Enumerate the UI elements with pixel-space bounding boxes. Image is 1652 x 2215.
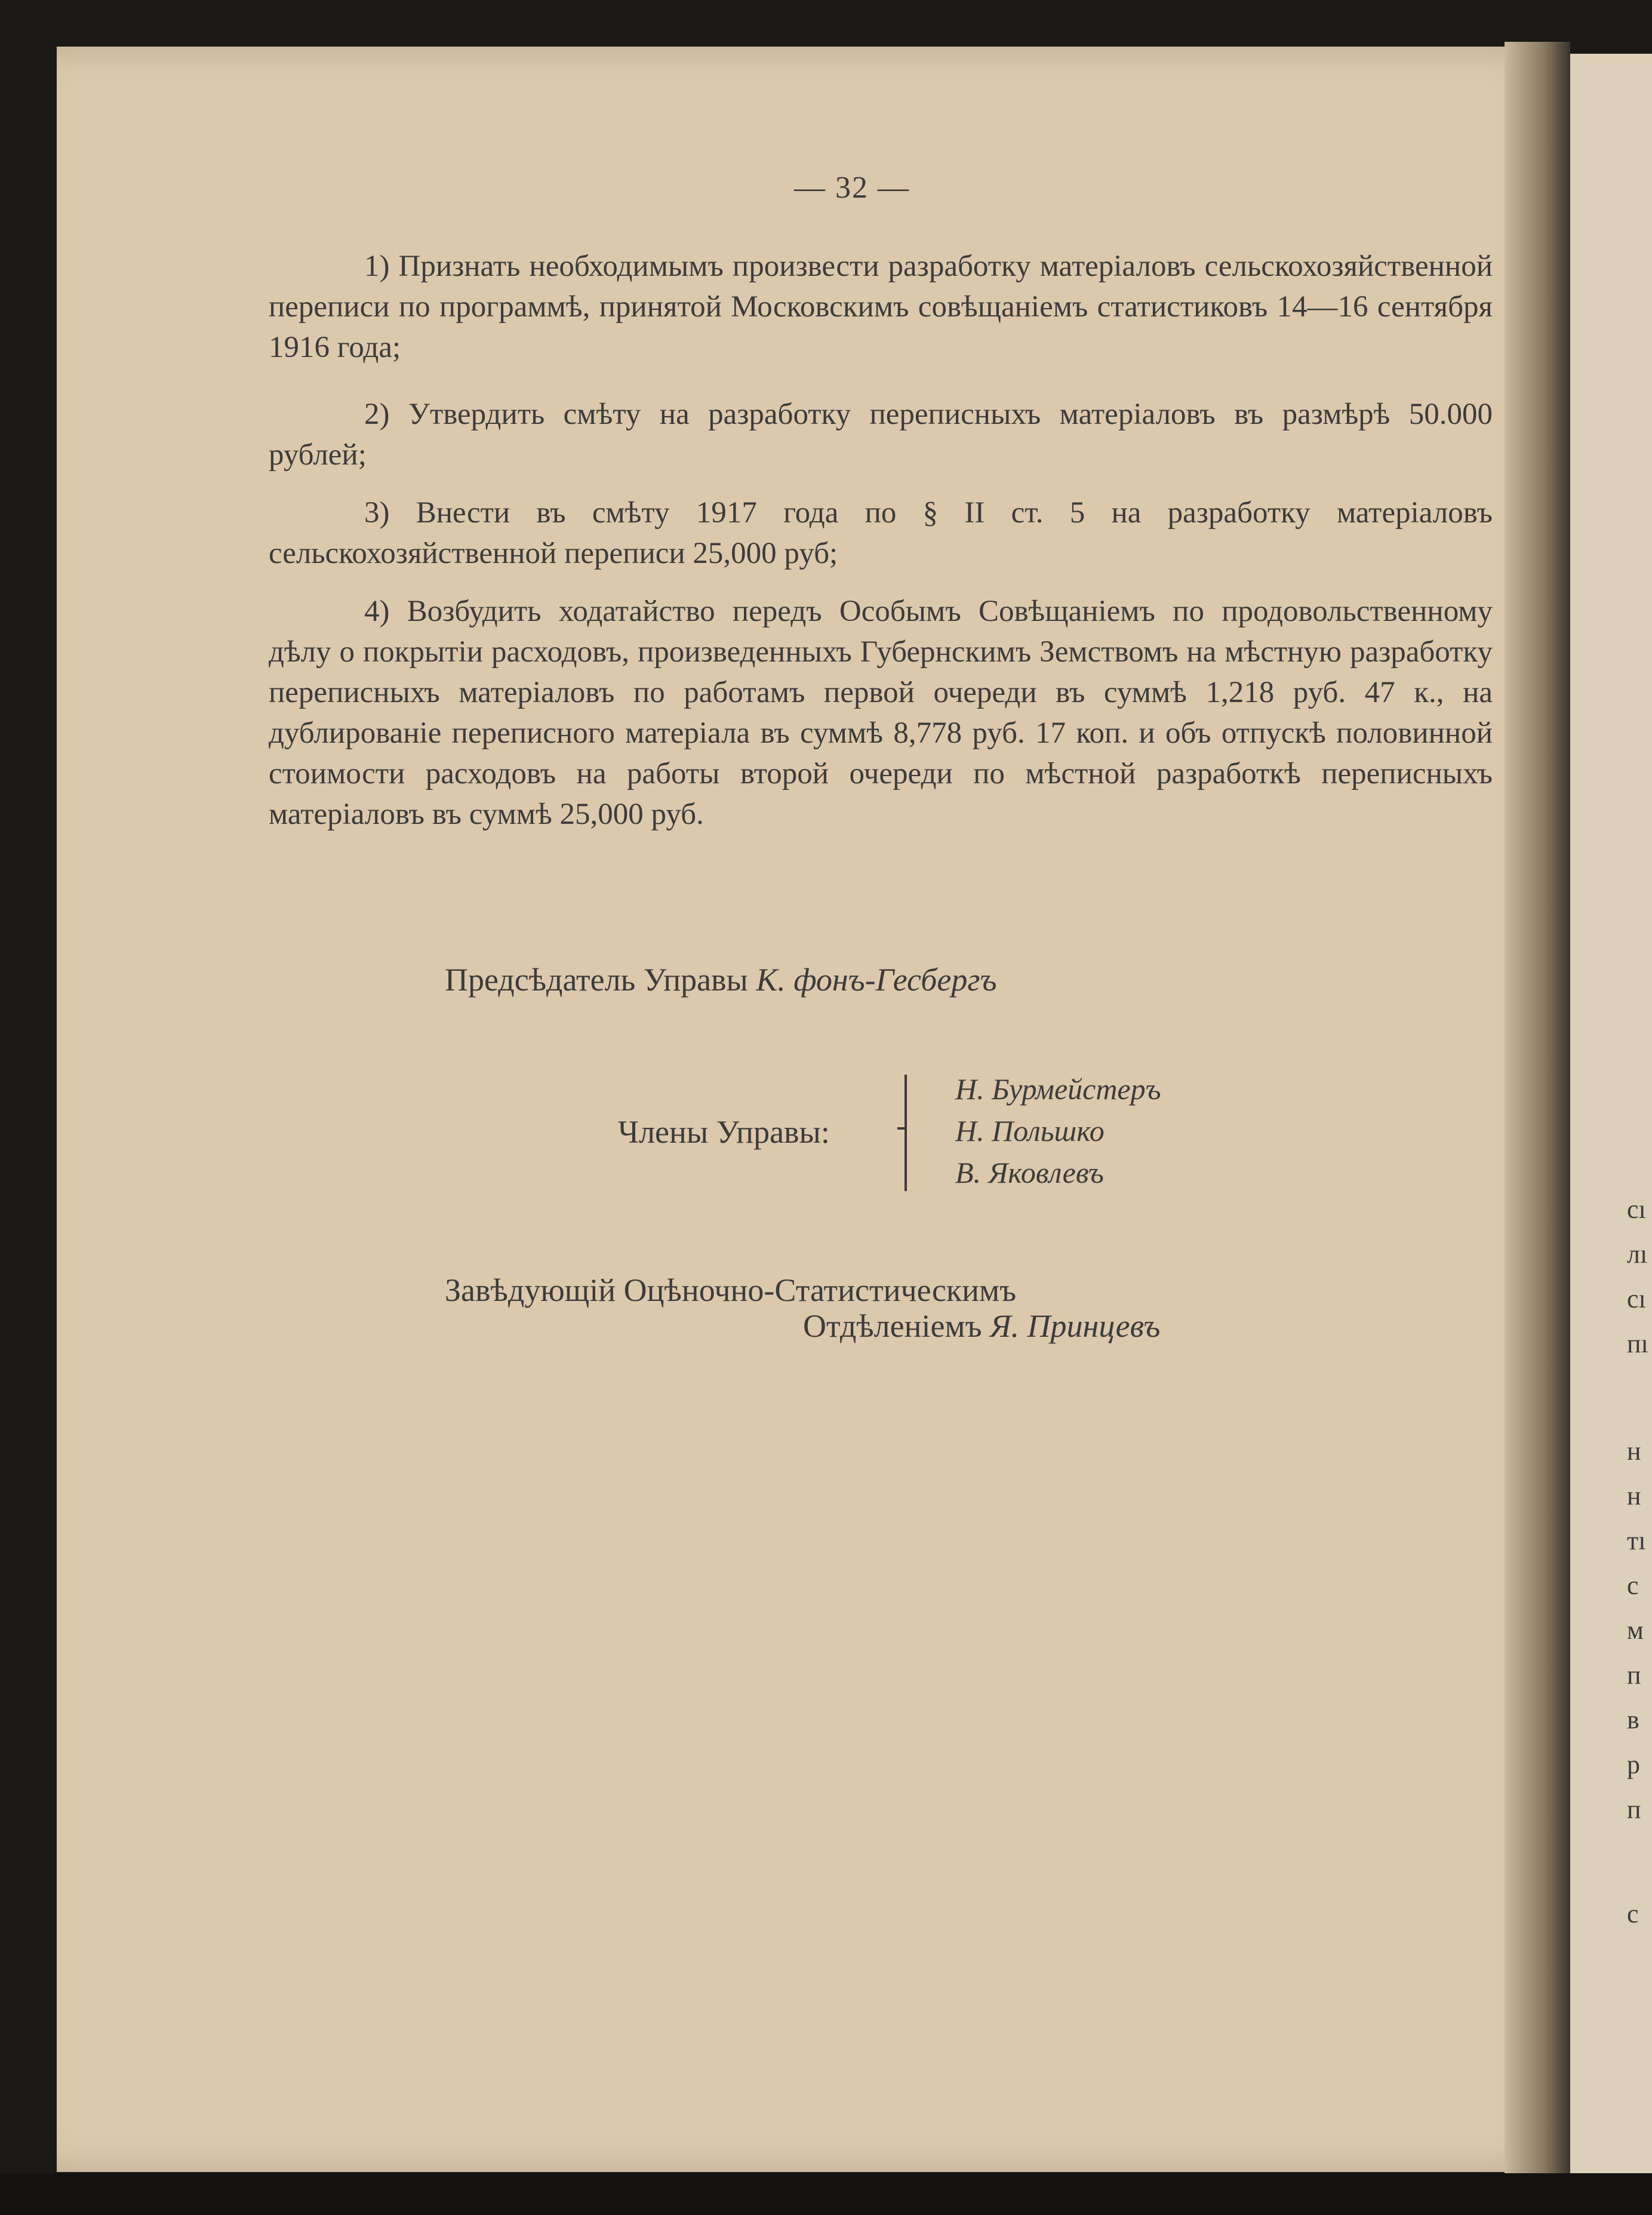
margin-fragment: в xyxy=(1627,1705,1639,1734)
margin-fragment: лı xyxy=(1627,1239,1648,1269)
margin-fragment: н xyxy=(1627,1436,1641,1466)
margin-fragment: м xyxy=(1627,1616,1644,1645)
margin-fragment: сı xyxy=(1627,1195,1646,1224)
chairman-title: Предсѣдатель Управы xyxy=(445,962,748,998)
member-name: Н. Бурмейстеръ xyxy=(955,1072,1161,1106)
paragraph-2: 2) Утвердить смѣту на разработку переписныхъ матеріаловъ въ размѣрѣ 50.000 рублей; xyxy=(269,398,1493,472)
margin-fragment: тı xyxy=(1627,1526,1646,1555)
member-name: В. Яковлевъ xyxy=(955,1156,1104,1189)
members-label: Члены Управы: xyxy=(618,1114,830,1150)
page-number: — 32 — xyxy=(794,171,910,205)
margin-fragment: п xyxy=(1627,1795,1641,1824)
margin-fragment: с xyxy=(1627,1571,1639,1600)
head-name: Я. Принцевъ xyxy=(990,1308,1161,1344)
chairman-name: К. фонъ-Гесбергъ xyxy=(756,962,997,998)
right-page-edge xyxy=(1570,54,1652,2173)
scan-border xyxy=(0,2173,1652,2215)
paragraph-1: 1) Признать необходимымъ произвести разработку матеріаловъ сельскохозяйственной переписи по программѣ, принятой Московскимъ совѣщаніемъ статистиковъ 14—16 сентября 1916 года; xyxy=(269,250,1493,364)
head-signature xyxy=(803,1308,1160,1345)
head-title-line-1: Завѣдующій Оцѣночно-Статистическимъ xyxy=(445,1272,1017,1308)
margin-fragment: пı xyxy=(1627,1329,1648,1358)
margin-fragment: п xyxy=(1627,1660,1641,1690)
book-spine-shadow xyxy=(1505,42,1570,2176)
paragraph-4: 4) Возбудить ходатайство передъ Особымъ Совѣщаніемъ по продовольственному дѣлу о покрытіи расходовъ, произведенныхъ Губернскимъ Земствомъ на мѣстную разработку переписныхъ матеріаловъ по работамъ первой очереди въ суммѣ 1,218 руб. 47 к., на дублированіе переписного матеріала въ суммѣ 8,778 руб. 17 коп. и объ отпускѣ половинной стоимости расходовъ на работы второй очереди по мѣстной разработкѣ переписныхъ матеріаловъ въ суммѣ 25,000 руб. xyxy=(269,595,1493,831)
paragraph-3: 3) Внести въ смѣту 1917 года по § II ст. 5 на разработку матеріаловъ сельскохозяйственной переписи 25,000 руб; xyxy=(269,496,1493,570)
member-name: Н. Польшко xyxy=(955,1114,1105,1148)
head-title-line-2: Отдѣленіемъ xyxy=(803,1308,982,1344)
chairman-signature xyxy=(445,961,996,998)
margin-fragment: сı xyxy=(1627,1284,1646,1313)
margin-fragment: р xyxy=(1627,1750,1640,1779)
margin-fragment: с xyxy=(1627,1899,1639,1928)
margin-fragment: н xyxy=(1627,1481,1641,1510)
members-brace xyxy=(905,1075,925,1191)
